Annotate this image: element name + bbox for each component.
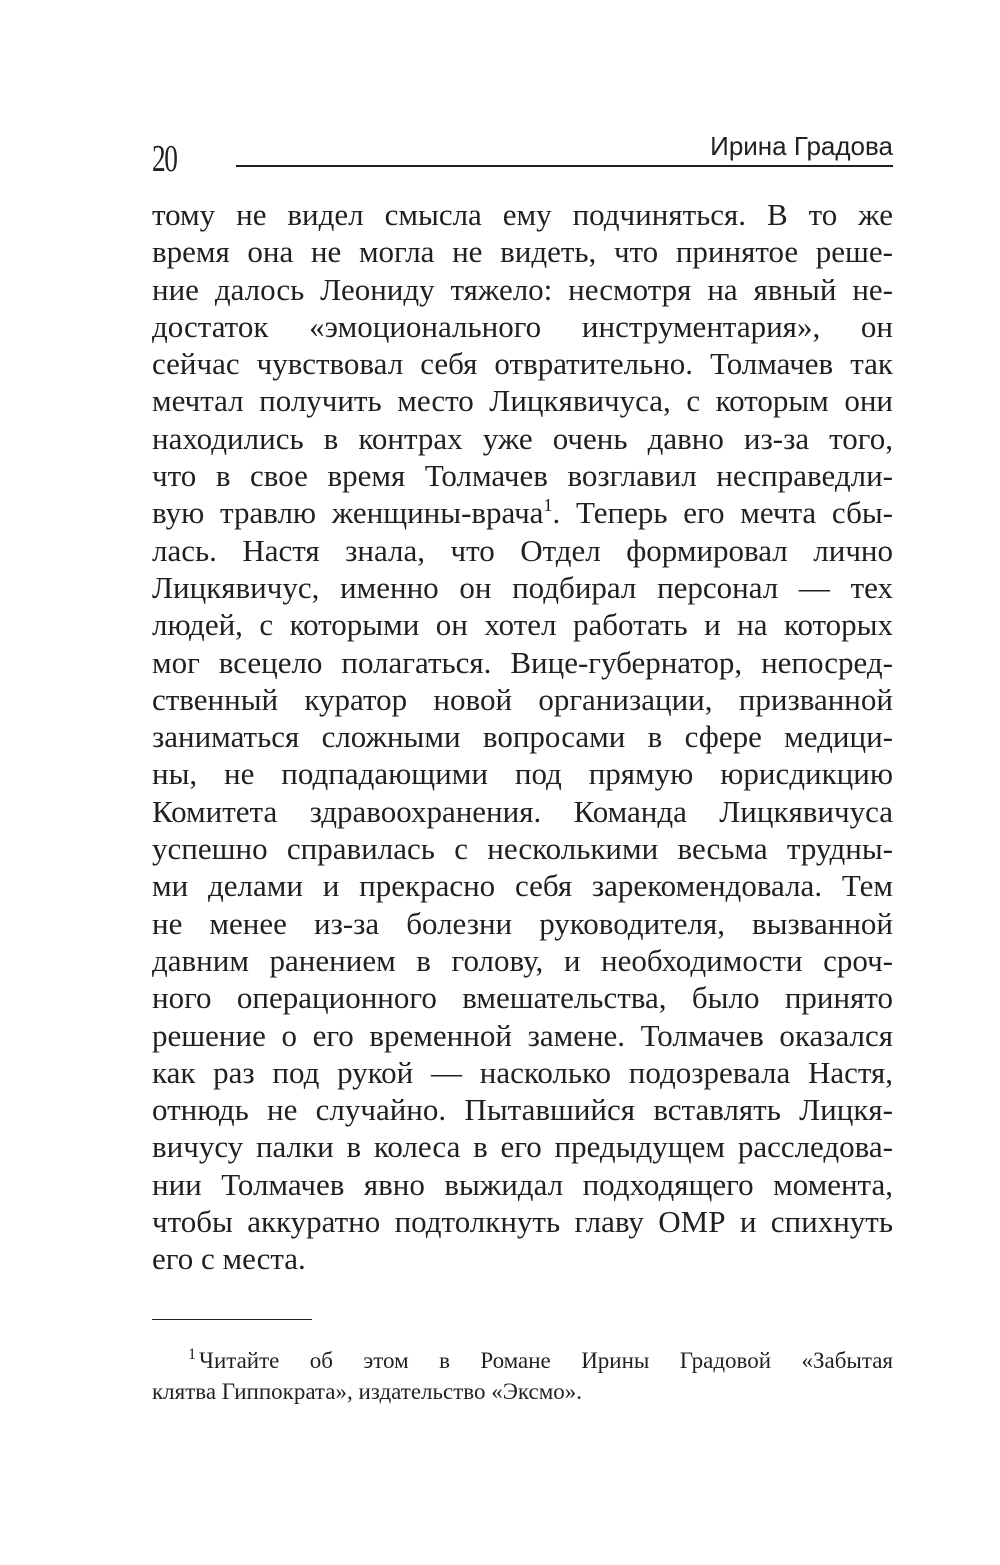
text-line: заниматься сложными вопросами в сфере медици- — [152, 719, 893, 755]
text-line: мог всецело полагаться. Вице-губернатор, непосред- — [152, 644, 893, 680]
text-line: Комитета здравоохранения. Команда Лицкявичуса — [152, 793, 893, 829]
footnote-text: Читайте об этом в Романе Ирины Градовой «Забытая — [199, 1348, 893, 1373]
text-line: нии Толмачев явно выжидал подходящего момента, — [152, 1166, 893, 1202]
footnote-separator — [152, 1319, 312, 1320]
text-line: отнюдь не случайно. Пытавшийся вставлять Лицкя- — [152, 1092, 893, 1128]
body-text — [152, 196, 893, 1278]
text-line: не менее из-за болезни руководителя, вызванной — [152, 905, 893, 941]
text-line: мечтал получить место Лицкявичуса, с которым они — [152, 383, 893, 419]
text-line: ны, не подпадающими под прямую юрисдикцию — [152, 756, 893, 792]
text-line: как раз под рукой — насколько подозревала Настя, — [152, 1054, 893, 1090]
text-line: находились в контрах уже очень давно из-за того, — [152, 420, 893, 456]
text-line: ми делами и прекрасно себя зарекомендовала. Тем — [152, 868, 893, 904]
text-line: решение о его временной замене. Толмачев оказался — [152, 1017, 893, 1053]
page-number: 20 — [152, 138, 177, 180]
text-line: Лицкявичус, именно он подбирал персонал — тех — [152, 569, 893, 605]
footnote-line: клятва Гиппократа», издательство «Эксмо». — [152, 1379, 583, 1404]
text-line: ние далось Леониду тяжело: несмотря на явный не- — [152, 271, 893, 307]
text-line: лась. Настя знала, что Отдел формировал лично — [152, 532, 893, 568]
text-line: сейчас чувствовал себя отвратительно. Толмачев так — [152, 346, 893, 382]
text-fragment: . Теперь его мечта сбы- — [552, 495, 893, 531]
text-line: его с места. — [152, 1241, 306, 1277]
running-head-author: Ирина Градова — [710, 131, 893, 161]
text-line: достаток «эмоционального инструментария», он — [152, 308, 893, 344]
text-line: чтобы аккуратно подтолкнуть главу ОМР и спихнуть — [152, 1204, 893, 1240]
text-line: вичусу палки в колеса в его предыдущем расследова- — [152, 1129, 893, 1165]
footnote — [152, 1345, 893, 1407]
text-line: ного операционного вмешательства, было принято — [152, 980, 893, 1016]
footnote-marker: 1 — [188, 1346, 196, 1363]
text-fragment: вую травлю женщины-врача — [152, 495, 544, 531]
text-line: тому не видел смысла ему подчиняться. В то же — [152, 197, 893, 232]
text-line: давним ранением в голову, и необходимости сроч- — [152, 942, 893, 978]
text-line — [152, 494, 893, 531]
footnote-reference[interactable]: 1 — [543, 495, 553, 516]
footnote-line — [152, 1345, 893, 1376]
header-rule — [236, 165, 893, 167]
text-line: что в свое время Толмачев возглавил несправедли- — [152, 458, 893, 494]
text-line: успешно справилась с несколькими весьма трудны- — [152, 831, 893, 867]
text-line: ственный куратор новой организации, призванной — [152, 681, 893, 717]
text-line: людей, с которыми он хотел работать и на которых — [152, 607, 893, 643]
text-line: время она не могла не видеть, что принятое реше- — [152, 234, 893, 270]
